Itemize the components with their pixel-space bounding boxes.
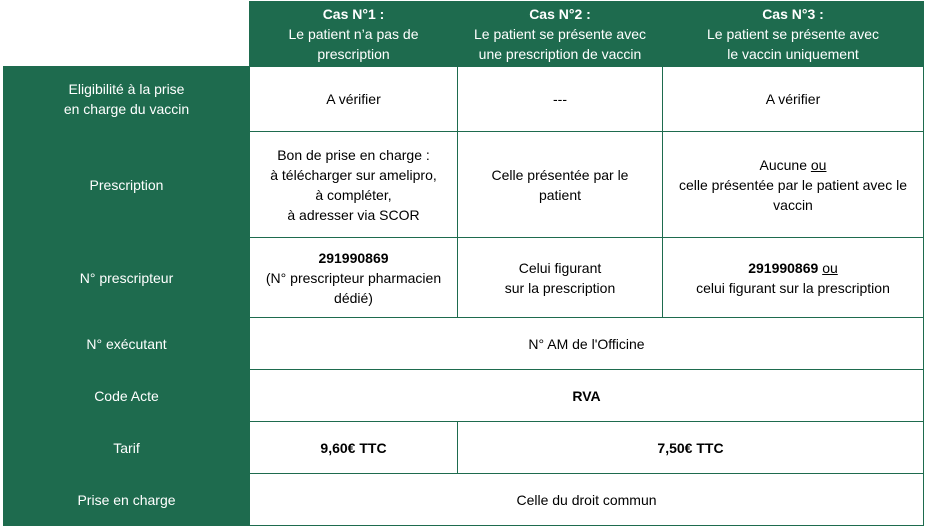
prescription-cas-3-line-2: celle présentée par le patient avec le <box>678 176 908 193</box>
row-label-eligibilite <box>4 67 250 132</box>
row-label-prescripteur: N° prescripteur <box>4 238 250 318</box>
row-tarif <box>4 422 924 474</box>
header-cas-1-line-1: Le patient n’a pas de <box>288 26 419 42</box>
empty-corner-cell <box>4 2 250 67</box>
tarif-cas-2-3: 7,50€ TTC <box>458 422 924 474</box>
prescription-cas-3 <box>663 132 924 238</box>
prescripteur-cas-1-line-2: dédié) <box>334 289 373 306</box>
prescription-cas-3-ou: ou <box>810 156 827 173</box>
header-cas-2-title: Cas N°2 : <box>529 6 591 22</box>
prescripteur-cas-3-ou: ou <box>822 259 838 276</box>
prise-en-charge-value: Celle du droit commun <box>250 474 924 526</box>
prescripteur-cas-2-line-1: Celui figurant <box>518 259 602 276</box>
prescripteur-cas-2 <box>458 238 663 318</box>
prescripteur-cas-1-line-1: (N° prescripteur pharmacien <box>265 269 442 286</box>
prescription-cas-1-line-2: à télécharger sur amelipro, <box>270 166 437 183</box>
header-cas-2-line-2: une prescription de vaccin <box>478 46 642 62</box>
header-cas-1-line-2: prescription <box>317 46 390 62</box>
row-label-prise-en-charge: Prise en charge <box>4 474 250 526</box>
eligibilite-cas-2: --- <box>458 67 663 132</box>
header-cas-1-title: Cas N°1 : <box>322 6 385 22</box>
prescripteur-cas-1 <box>250 238 458 318</box>
prescription-cas-1-line-3: à compléter, <box>315 186 392 203</box>
row-label-code-acte: Code Acte <box>4 370 250 422</box>
header-cas-2-line-1: Le patient se présente avec <box>473 26 646 42</box>
prescripteur-cas-3-line-2: celui figurant sur la prescription <box>696 279 890 296</box>
row-label-tarif: Tarif <box>4 422 250 474</box>
executant-value: N° AM de l'Officine <box>250 318 924 370</box>
row-label-eligibilite-line-2: en charge du vaccin <box>63 101 190 117</box>
prescripteur-cas-3-number: 291990869 <box>748 259 819 276</box>
eligibilite-cas-1: A vérifier <box>250 67 458 132</box>
prescripteur-cas-3-line-1 <box>666 258 920 278</box>
code-acte-value: RVA <box>250 370 924 422</box>
prescription-cas-2 <box>458 132 663 238</box>
prescription-cas-3-line-3: vaccin <box>773 196 813 213</box>
header-row <box>4 2 924 67</box>
tarif-cas-1: 9,60€ TTC <box>250 422 458 474</box>
row-label-executant: N° exécutant <box>4 318 250 370</box>
prescripteur-cas-3 <box>663 238 924 318</box>
row-prise-en-charge <box>4 474 924 526</box>
prescription-cas-2-line-2: patient <box>538 186 582 203</box>
header-cas-3-line-1: Le patient se présente avec <box>706 26 879 42</box>
prescription-cas-2-line-1: Celle présentée par le <box>491 166 629 183</box>
prescripteur-cas-1-number: 291990869 <box>318 249 389 266</box>
row-executant <box>4 318 924 370</box>
vaccine-billing-table <box>3 1 924 526</box>
row-label-prescription: Prescription <box>4 132 250 238</box>
prescription-cas-1-line-1: Bon de prise en charge : <box>277 146 430 163</box>
row-code-acte <box>4 370 924 422</box>
prescription-cas-3-line-1 <box>666 155 920 175</box>
row-eligibilite <box>4 67 924 132</box>
prescription-cas-1 <box>250 132 458 238</box>
prescription-cas-3-aucune: Aucune <box>759 156 807 173</box>
header-cas-3 <box>663 2 924 67</box>
row-prescription <box>4 132 924 238</box>
header-cas-3-line-2: le vaccin uniquement <box>727 46 859 62</box>
prescripteur-cas-2-line-2: sur la prescription <box>504 279 616 296</box>
row-prescripteur <box>4 238 924 318</box>
header-cas-1 <box>250 2 458 67</box>
header-cas-3-title: Cas N°3 : <box>762 6 824 22</box>
header-cas-2 <box>458 2 663 67</box>
eligibilite-cas-3: A vérifier <box>663 67 924 132</box>
row-label-eligibilite-line-1: Eligibilité à la prise <box>68 81 185 97</box>
prescription-cas-1-line-4: à adresser via SCOR <box>287 206 420 223</box>
